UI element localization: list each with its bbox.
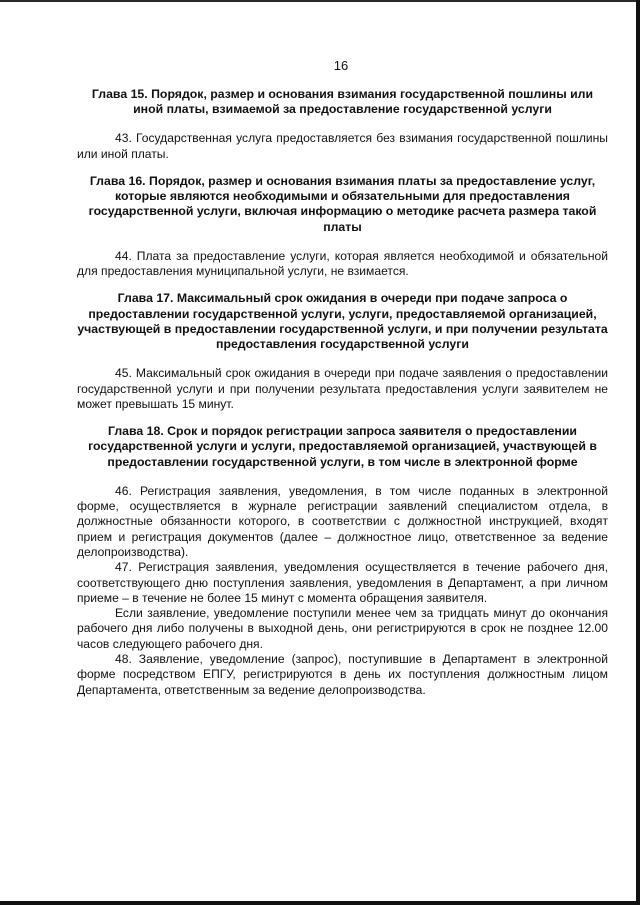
chapter-15 (77, 87, 608, 162)
chapter-17 (77, 291, 608, 412)
page-number: 16 (333, 58, 349, 73)
document-body (77, 87, 608, 698)
chapter-16 (77, 174, 608, 279)
chapter-heading: Глава 15. Порядок, размер и основания взимания государственной пошлины или иной платы, взимаемой за предоставление государственной услуги (91, 87, 594, 117)
scan-edge-bottom (0, 901, 640, 905)
paragraph: 45. Максимальный срок ожидания в очереди при подаче заявления о предоставлении государственной услуги и при получении результата предоставления услуги заявителем не может превышать 15 минут. (77, 366, 608, 411)
paragraph: 48. Заявление, уведомление (запрос), поступившие в Департамент в электронной форме посредством ЕПГУ, регистрируются в день их поступления должностным лицом Департамента, ответственным за ведение делопроизводства. (77, 651, 608, 697)
scan-edge-right (636, 0, 640, 905)
chapter-heading: Глава 18. Срок и порядок регистрации запроса заявителя о предоставлении государственной услуги и услуги, предоставляемой организацией, участвующей в предоставлении государственной услуги, в том числе в электронной форме (88, 424, 597, 469)
paragraph: 46. Регистрация заявления, уведомления, в том числе поданных в электронной форме, осуществляется в журнале регистрации заявлений специалистом отдела, в должностные обязанности которого, в соответствии с должностной инструкцией, входят прием и регистрация документов (далее – должностное лицо, ответственное за ведение делопроизводства). (77, 483, 608, 559)
paragraph: 43. Государственная услуга предоставляется без взимания государственной пошлины или иной платы. (77, 131, 608, 161)
paragraph: Если заявление, уведомление поступили менее чем за тридцать минут до окончания рабочего дня либо получены в выходной день, они регистрируются в срок не позднее 12.00 часов следующего рабочего дня. (77, 606, 608, 651)
paragraph: 47. Регистрация заявления, уведомления осуществляется в течение рабочего дня, соответствующего дню поступления заявления, уведомления в Департамент, а при личном приеме – в течение не более 15 минут с момента обращения заявителя. (77, 560, 608, 605)
chapter-18 (77, 424, 608, 698)
chapter-heading: Глава 16. Порядок, размер и основания взимания платы за предоставление услуг, которые являются необходимыми и обязательными для предоставления государственной услуги, включая информацию о методике расчета размера такой платы (88, 174, 597, 234)
chapter-heading: Глава 17. Максимальный срок ожидания в очереди при подаче запроса о предоставлении государственной услуги, услуги, предоставляемой организацией, участвующей в предоставлении государственной услуги, и при получении результата предоставления государственной услуги (77, 291, 608, 352)
paragraph: 44. Плата за предоставление услуги, которая является необходимой и обязательной для предоставления муниципальной услуги, не взимается. (77, 248, 608, 279)
scan-edge-top (0, 0, 640, 2)
